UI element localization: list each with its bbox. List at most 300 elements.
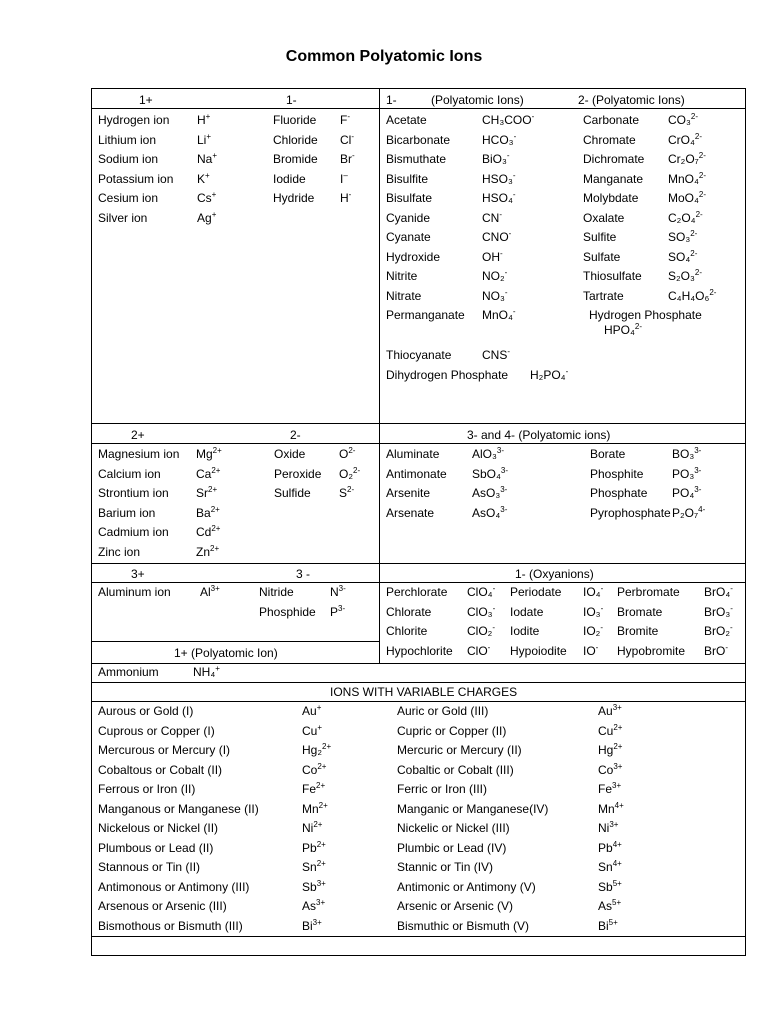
- ion-formula: [583, 605, 603, 619]
- divider: [91, 563, 746, 564]
- ion-formula: [196, 525, 220, 539]
- header-poly-plus1: 1+ (Polyatomic Ion): [174, 646, 278, 660]
- ion-formula: [598, 743, 622, 757]
- ion-charge: -: [512, 307, 516, 316]
- ion-name: Iodite: [510, 624, 540, 638]
- ion-formula-text: Ni: [598, 821, 610, 835]
- ion-name: Potassium ion: [98, 171, 174, 186]
- ion-charge: 2+: [313, 820, 323, 829]
- ion-charge: 2+: [208, 485, 218, 494]
- ion-formula: [197, 133, 211, 147]
- ion-formula: [467, 585, 495, 599]
- ion-formula-text: NH₄: [193, 665, 216, 679]
- ion-name: Phosphate: [590, 486, 648, 500]
- ion-formula-text: Bi: [598, 918, 609, 933]
- ion-formula-text: Ba: [196, 505, 211, 520]
- ion-name: Manganic or Manganese(IV): [397, 801, 549, 816]
- ion-formula: [482, 289, 508, 303]
- ion-name: Aurous or Gold (I): [98, 704, 194, 718]
- ion-name: Oxalate: [583, 210, 625, 225]
- ion-formula-text: F: [340, 113, 348, 127]
- ion-formula: [598, 860, 622, 874]
- ion-name: Aluminum ion: [98, 585, 171, 599]
- ion-charge: 3+: [612, 781, 622, 790]
- ion-formula-text: Ag: [197, 210, 212, 225]
- ion-charge: 2-: [690, 112, 699, 121]
- ion-charge: 5+: [612, 878, 622, 888]
- ion-charge: +: [205, 112, 211, 121]
- ion-charge: -: [492, 603, 496, 613]
- ion-name: Phosphide: [259, 604, 316, 619]
- ion-formula-text: Hg₂: [302, 743, 322, 757]
- ion-formula-text: SbO₄: [472, 466, 501, 481]
- ion-name: Arsenate: [386, 505, 435, 520]
- ion-formula: [302, 704, 321, 718]
- ion-formula-text: MoO₄: [668, 191, 699, 205]
- ion-name: Hypobromite: [617, 643, 686, 658]
- ion-formula-text: CO₃: [668, 113, 691, 127]
- ion-charge: 5+: [612, 898, 622, 907]
- ion-formula: [302, 841, 326, 855]
- ion-formula-text: Sn: [598, 860, 613, 874]
- ion-name: Thiosulfate: [583, 269, 642, 283]
- divider: [91, 108, 746, 109]
- ion-name: Antimonous or Antimony (III): [98, 879, 250, 894]
- ion-charge: -: [507, 347, 511, 356]
- ion-name: Oxide: [274, 447, 306, 461]
- ion-formula-text: Cl: [340, 132, 352, 147]
- ion-formula-text: Bi: [302, 918, 313, 933]
- ion-charge: -: [730, 623, 733, 632]
- ion-name: Acetate: [386, 113, 427, 127]
- ion-name: Periodate: [510, 585, 562, 599]
- ion-formula-text: NO₃: [482, 288, 505, 303]
- ion-formula: [196, 545, 219, 559]
- ion-formula: [482, 133, 516, 147]
- ion-formula: [530, 368, 568, 382]
- ion-formula: [583, 585, 603, 599]
- ion-name: Manganate: [583, 171, 644, 186]
- ion-formula-text: Co: [302, 762, 318, 777]
- ion-formula-text: BiO₃: [482, 152, 507, 166]
- ion-name: Permanganate: [386, 308, 465, 322]
- ion-name: Antimonate: [386, 466, 447, 481]
- ion-formula-text: CrO₄: [668, 132, 695, 147]
- ion-charge: -: [352, 151, 355, 160]
- ion-name: Perbromate: [617, 585, 680, 599]
- ion-charge: 3+: [612, 703, 622, 712]
- ion-charge: 3+: [316, 878, 326, 888]
- ion-formula-text: P₂O₇: [672, 505, 699, 520]
- ion-formula-text: IO₂: [583, 624, 601, 638]
- ion-name: Mercurous or Mercury (I): [98, 743, 231, 757]
- ion-formula: [340, 113, 350, 127]
- ion-charge: 4+: [612, 859, 622, 868]
- ion-charge: 3+: [312, 917, 322, 927]
- ion-name: Iodate: [510, 604, 544, 619]
- ion-name: Sulfate: [583, 249, 621, 264]
- ion-formula-text: Sb: [302, 879, 317, 894]
- ion-formula-text: As: [302, 899, 317, 913]
- ion-charge: -: [725, 642, 729, 652]
- ion-charge: -: [487, 642, 491, 652]
- ion-charge: -: [531, 112, 535, 121]
- ion-formula: [196, 486, 217, 500]
- ion-formula-text: Mg: [196, 447, 213, 461]
- ion-formula-text: Hg: [598, 743, 614, 757]
- ion-formula-text: AsO₃: [472, 486, 501, 500]
- header-oxyanions: 1- (Oxyanions): [515, 567, 594, 581]
- ion-name: Bismuthic or Bismuth (V): [397, 918, 530, 933]
- ion-formula: [482, 308, 516, 322]
- ion-name: Phosphite: [590, 466, 644, 481]
- divider: [91, 443, 746, 444]
- ion-formula: [704, 605, 733, 619]
- ion-charge: -: [506, 151, 510, 160]
- ion-charge: -: [600, 623, 603, 632]
- ion-charge: 2-: [694, 268, 703, 277]
- ion-formula-text: HCO₃: [482, 132, 514, 147]
- ion-formula: [668, 269, 702, 283]
- ion-name: Chlorite: [386, 624, 428, 638]
- ion-formula-text: H: [340, 191, 349, 205]
- ion-formula: [302, 724, 322, 738]
- ion-name: Cyanide: [386, 210, 431, 225]
- ion-formula: [330, 605, 345, 619]
- ion-formula: [196, 447, 222, 461]
- ion-formula: [472, 467, 508, 481]
- ion-formula: [668, 211, 703, 225]
- ion-formula-text: BrO₃: [704, 604, 731, 619]
- ion-charge: 3-: [500, 485, 508, 494]
- ion-formula: [482, 191, 516, 205]
- divider: [91, 663, 746, 664]
- ion-formula-text: AsO₄: [472, 505, 501, 520]
- ion-charge: 3-: [694, 446, 702, 455]
- ion-name: Thiocyanate: [386, 348, 452, 362]
- ion-formula: [197, 191, 216, 205]
- ion-formula: [672, 467, 701, 481]
- ion-charge: -: [492, 623, 495, 632]
- ion-name: Aluminate: [386, 447, 440, 461]
- ion-formula-text: CN: [482, 210, 500, 225]
- ion-formula: [482, 250, 503, 264]
- ion-charge: 2+: [317, 761, 327, 771]
- ion-formula-text: Ni: [302, 821, 314, 835]
- ion-charge: 2-: [698, 151, 706, 160]
- ion-formula-text: AlO₃: [472, 447, 497, 461]
- ion-formula: [598, 899, 621, 913]
- ion-name: Bromite: [617, 624, 659, 638]
- ion-formula-text: PO₄: [672, 486, 695, 500]
- ion-formula: [340, 133, 354, 147]
- ion-name: Arsenite: [386, 486, 431, 500]
- ion-formula: [467, 624, 495, 638]
- ion-charge: 2-: [353, 465, 361, 475]
- ion-formula: [598, 802, 624, 816]
- ion-charge: 2+: [210, 504, 220, 514]
- ion-charge: +: [206, 131, 212, 141]
- ion-formula: [196, 506, 220, 520]
- ion-formula: [598, 919, 618, 933]
- ion-formula-text: BrO₂: [704, 624, 730, 638]
- ion-formula: [668, 250, 697, 264]
- ion-name: Mercuric or Mercury (II): [397, 743, 522, 757]
- ion-formula: [704, 585, 733, 599]
- ion-formula: [302, 821, 322, 835]
- ion-name: Borate: [590, 447, 626, 461]
- ion-formula-text: Sr: [196, 486, 208, 500]
- ion-charge: -: [513, 131, 517, 141]
- ion-name: Plumbic or Lead (IV): [397, 840, 507, 855]
- ion-formula: [200, 585, 220, 599]
- ion-charge: 2-: [698, 190, 707, 199]
- ion-formula-text: As: [598, 899, 613, 913]
- ion-charge: +: [211, 190, 217, 199]
- ion-formula: [604, 323, 642, 337]
- ion-formula: [340, 172, 348, 186]
- ion-formula: [704, 644, 728, 658]
- ion-name: Sodium ion: [98, 152, 159, 166]
- header-plus3: 3+: [131, 567, 145, 581]
- ion-formula-text: Cr₂O₇: [668, 152, 699, 166]
- ion-formula: [668, 191, 706, 205]
- ion-charge: 2+: [318, 800, 328, 810]
- ion-name: Zinc ion: [98, 544, 141, 559]
- ion-formula-text: Au: [598, 704, 613, 718]
- ion-formula: [583, 624, 603, 638]
- ion-formula-text: MnO₄: [482, 308, 513, 322]
- ion-formula-text: ClO₃: [467, 604, 493, 619]
- ion-formula: [467, 605, 495, 619]
- ion-charge: 3-: [500, 504, 508, 514]
- ion-formula-text: HSO₃: [482, 171, 513, 186]
- ion-formula-text: Cu: [302, 723, 318, 738]
- ion-formula: [598, 821, 618, 835]
- ion-formula: [598, 841, 622, 855]
- ion-name: Molybdate: [583, 191, 639, 205]
- ion-formula-text: Sn: [302, 860, 317, 874]
- ion-charge: 3-: [496, 446, 505, 455]
- ion-name: Bisulfite: [386, 171, 429, 186]
- ion-formula: [302, 919, 322, 933]
- ion-formula-text: K: [197, 171, 206, 186]
- ion-name: Nitrite: [386, 269, 418, 283]
- ion-formula-text: C₂O₄: [668, 210, 696, 225]
- ion-formula: [472, 506, 507, 520]
- ion-charge: -: [730, 584, 733, 593]
- ion-charge: -: [499, 209, 503, 219]
- ion-name: Nickelic or Nickel (III): [397, 821, 510, 835]
- ion-charge: -: [512, 190, 516, 199]
- ion-formula-text: Cu: [598, 723, 614, 738]
- ion-formula-text: H₂PO₄: [530, 368, 566, 382]
- ion-name: Hypoiodite: [510, 643, 567, 658]
- ion-formula-text: Na: [197, 152, 213, 166]
- ion-charge: 2+: [613, 742, 623, 751]
- ion-formula-text: HSO₄: [482, 191, 513, 205]
- ion-formula-text: NO₂: [482, 269, 505, 283]
- ion-formula-text: Li: [197, 132, 207, 147]
- ion-name: Ferric or Iron (III): [397, 782, 488, 796]
- ion-formula: [302, 880, 326, 894]
- ion-formula-text: Br: [340, 152, 352, 166]
- ion-formula: [672, 486, 701, 500]
- ion-name: Iodide: [273, 171, 306, 186]
- ion-name: Bicarbonate: [386, 132, 451, 147]
- ion-charge: 2-: [695, 209, 703, 219]
- ion-name: Cupric or Copper (II): [397, 723, 507, 738]
- ion-charge: 4-: [698, 504, 706, 514]
- ion-formula-text: P: [330, 604, 339, 619]
- ion-name: Arsenous or Arsenic (III): [98, 899, 227, 913]
- ion-charge: 3-: [694, 465, 702, 475]
- ion-charge: -: [565, 367, 569, 376]
- ion-formula: [330, 585, 346, 599]
- ion-charge: 2-: [709, 287, 717, 297]
- ion-charge: -: [508, 229, 512, 238]
- ion-name: Hydride: [273, 191, 315, 205]
- ion-formula: [482, 211, 502, 225]
- header-minus1: 1-: [286, 93, 297, 107]
- ion-formula: [668, 113, 698, 127]
- ion-formula-text: IO: [583, 643, 596, 658]
- ion-formula: [598, 704, 622, 718]
- ion-name: Barium ion: [98, 505, 156, 520]
- ion-charge: 2+: [316, 781, 326, 790]
- ion-name: Magnesium ion: [98, 447, 180, 461]
- ion-charge: 5+: [608, 917, 618, 927]
- ion-formula-text: CNO: [482, 230, 509, 244]
- ion-name: Chloride: [273, 132, 318, 147]
- ion-charge: 2+: [316, 859, 326, 868]
- ion-formula: [197, 172, 210, 186]
- divider: [91, 701, 746, 702]
- ion-formula-text: OH: [482, 249, 500, 264]
- ion-formula-text: BrO₄: [704, 585, 731, 599]
- ion-name: Bismothous or Bismuth (III): [98, 918, 243, 933]
- ion-formula: [583, 644, 598, 658]
- ion-charge: 3+: [316, 898, 326, 907]
- ion-charge: -: [600, 584, 604, 593]
- divider: [91, 582, 746, 583]
- ion-name: Cyanate: [386, 230, 431, 244]
- ion-formula: [472, 486, 507, 500]
- ion-formula: [598, 724, 622, 738]
- ion-charge: -: [347, 112, 351, 121]
- ion-formula: [598, 763, 622, 777]
- ion-formula: [196, 467, 220, 481]
- ion-charge: 3-: [338, 584, 346, 593]
- ion-formula: [668, 172, 706, 186]
- ion-charge: –: [343, 170, 348, 180]
- ion-name: Manganous or Manganese (II): [98, 801, 259, 816]
- ion-name: Sulfide: [274, 486, 311, 500]
- ion-formula: [672, 506, 705, 520]
- ion-formula-text: Zn: [196, 544, 211, 559]
- header-minus3-minus4: 3- and 4- (Polyatomic ions): [467, 428, 611, 442]
- ion-charge: 2-: [690, 248, 698, 258]
- ion-charge: -: [504, 268, 508, 277]
- header-plus2: 2+: [131, 428, 145, 442]
- ion-name: Bismuthate: [386, 152, 447, 166]
- ion-formula-text: CH₃COO: [482, 113, 532, 127]
- ion-formula: [482, 152, 510, 166]
- ion-formula: [339, 467, 360, 481]
- ion-formula-text: O: [339, 447, 349, 461]
- ion-charge: +: [215, 664, 220, 673]
- ion-formula: [302, 763, 326, 777]
- ion-name: Perchlorate: [386, 585, 448, 599]
- ion-name: Cadmium ion: [98, 525, 169, 539]
- ion-name: Bromide: [273, 152, 318, 166]
- header-minus2: 2-: [290, 428, 301, 442]
- header-poly-minus1-label: (Polyatomic Ions): [431, 93, 524, 107]
- ion-formula: [193, 665, 220, 679]
- ion-name: Carbonate: [583, 113, 640, 127]
- ion-formula: [340, 152, 355, 166]
- ion-charge: -: [348, 190, 352, 199]
- ion-formula: [197, 152, 217, 166]
- ion-formula-text: BO₃: [672, 447, 695, 461]
- ion-formula: [668, 152, 706, 166]
- ion-formula-text: ClO: [467, 643, 488, 658]
- ion-formula: [302, 802, 328, 816]
- ion-name: Arsenic or Arsenic (V): [397, 899, 514, 913]
- ion-formula-text: Fe: [598, 782, 613, 796]
- ion-charge: +: [317, 722, 323, 732]
- ion-formula-text: IO₄: [583, 585, 601, 599]
- header-plus1: 1+: [139, 93, 153, 107]
- ion-charge: 4+: [612, 839, 622, 849]
- divider: [91, 641, 380, 642]
- header-variable-charges: IONS WITH VARIABLE CHARGES: [330, 685, 518, 699]
- ion-formula-text: Mn: [598, 801, 615, 816]
- ion-formula-text: Au: [302, 704, 317, 718]
- ion-formula-text: C₄H₄O₆: [668, 288, 710, 303]
- ion-charge: 3+: [613, 761, 623, 771]
- ion-name: Ammonium: [98, 665, 159, 679]
- ion-charge: 2+: [210, 543, 220, 553]
- ion-formula: [482, 230, 511, 244]
- ion-name: Nitrate: [386, 288, 422, 303]
- ion-charge: -: [492, 584, 496, 593]
- ion-formula-text: S₂O₃: [668, 269, 695, 283]
- ion-name: Cuprous or Copper (I): [98, 723, 215, 738]
- ion-charge: -: [504, 287, 508, 297]
- ion-formula: [302, 743, 331, 757]
- ion-charge: 2-: [694, 131, 703, 141]
- ion-charge: +: [211, 209, 217, 219]
- header-poly-minus2: 2- (Polyatomic Ions): [578, 93, 685, 107]
- ion-charge: 2-: [698, 170, 707, 180]
- ion-name: Tartrate: [583, 288, 624, 303]
- ion-charge: 2+: [211, 524, 221, 533]
- ion-formula: [482, 269, 507, 283]
- ion-charge: 3-: [338, 603, 346, 613]
- ion-name: Calcium ion: [98, 466, 161, 481]
- ion-formula-text: I: [340, 171, 344, 186]
- divider: [379, 88, 380, 563]
- ion-name: Auric or Gold (III): [397, 704, 489, 718]
- ion-formula-text: N: [330, 585, 339, 599]
- ion-formula-text: Ca: [196, 466, 212, 481]
- ion-formula: [340, 191, 351, 205]
- ion-charge: +: [205, 170, 210, 180]
- ion-charge: 2+: [211, 465, 221, 475]
- ion-formula-text: SO₄: [668, 249, 691, 264]
- ion-formula-text: Al: [200, 585, 211, 599]
